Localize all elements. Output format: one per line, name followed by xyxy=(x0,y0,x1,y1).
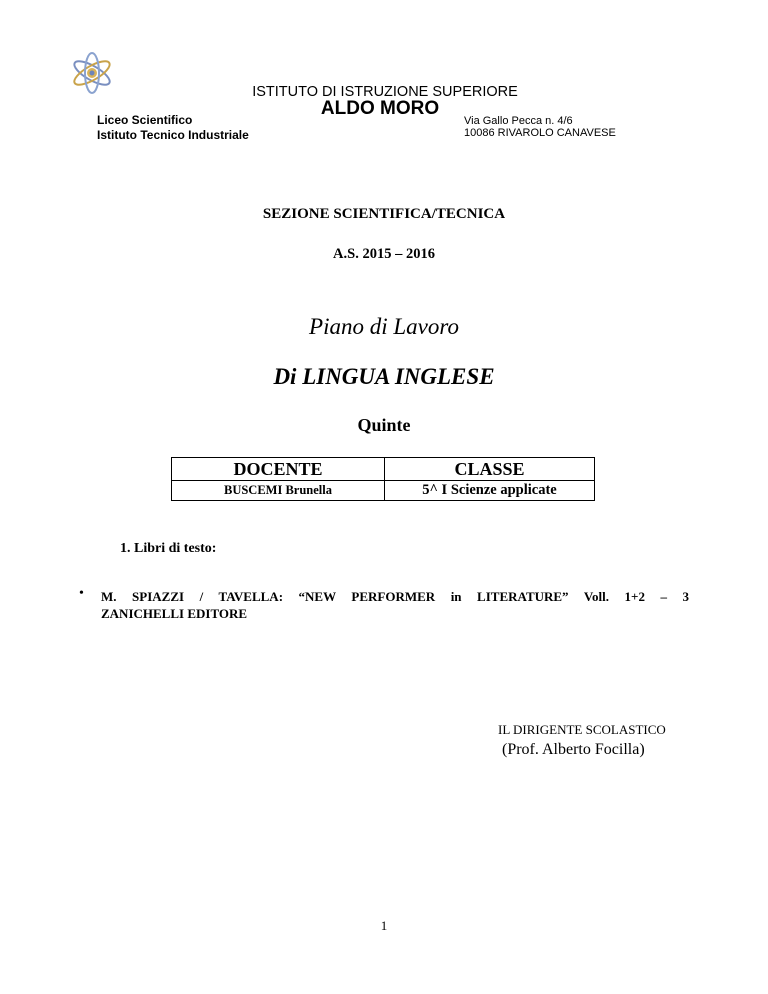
class-name: 5^ I Scienze applicate xyxy=(385,481,595,501)
class-level: Quinte xyxy=(357,415,411,435)
school-type-liceo: Liceo Scientifico xyxy=(97,113,193,127)
school-year: A.S. 2015 – 2016 xyxy=(333,246,435,262)
section-title: SEZIONE SCIENTIFICA/TECNICA xyxy=(262,206,506,222)
docente-header: DOCENTE xyxy=(172,458,385,481)
classe-header: CLASSE xyxy=(385,458,595,481)
bullet-icon: • xyxy=(79,586,84,601)
teacher-name: BUSCEMI Brunella xyxy=(172,481,385,501)
textbook-line-1: M. SPIAZZI / TAVELLA: “NEW PERFORMER in LITERATURE” Voll. 1+2 – 3 xyxy=(101,589,689,604)
school-name: ALDO MORO xyxy=(320,98,440,119)
institute-title: ISTITUTO DI ISTRUZIONE SUPERIORE xyxy=(252,84,518,100)
signature-name: (Prof. Alberto Focilla) xyxy=(502,741,645,758)
subject-title: Di LINGUA INGLESE xyxy=(273,364,495,389)
teacher-class-table xyxy=(171,457,595,501)
textbooks-heading: 1. Libri di testo: xyxy=(120,541,217,556)
address-street: Via Gallo Pecca n. 4/6 xyxy=(464,115,573,127)
school-type-itis: Istituto Tecnico Industriale xyxy=(97,128,249,142)
plan-title: Piano di Lavoro xyxy=(309,314,459,339)
textbook-line-2: ZANICHELLI EDITORE xyxy=(101,606,248,621)
page-number: 1 xyxy=(380,918,388,933)
atom-logo-icon xyxy=(66,47,132,97)
signature-title: IL DIRIGENTE SCOLASTICO xyxy=(498,722,666,737)
address-city: 10086 RIVAROLO CANAVESE xyxy=(464,127,616,139)
